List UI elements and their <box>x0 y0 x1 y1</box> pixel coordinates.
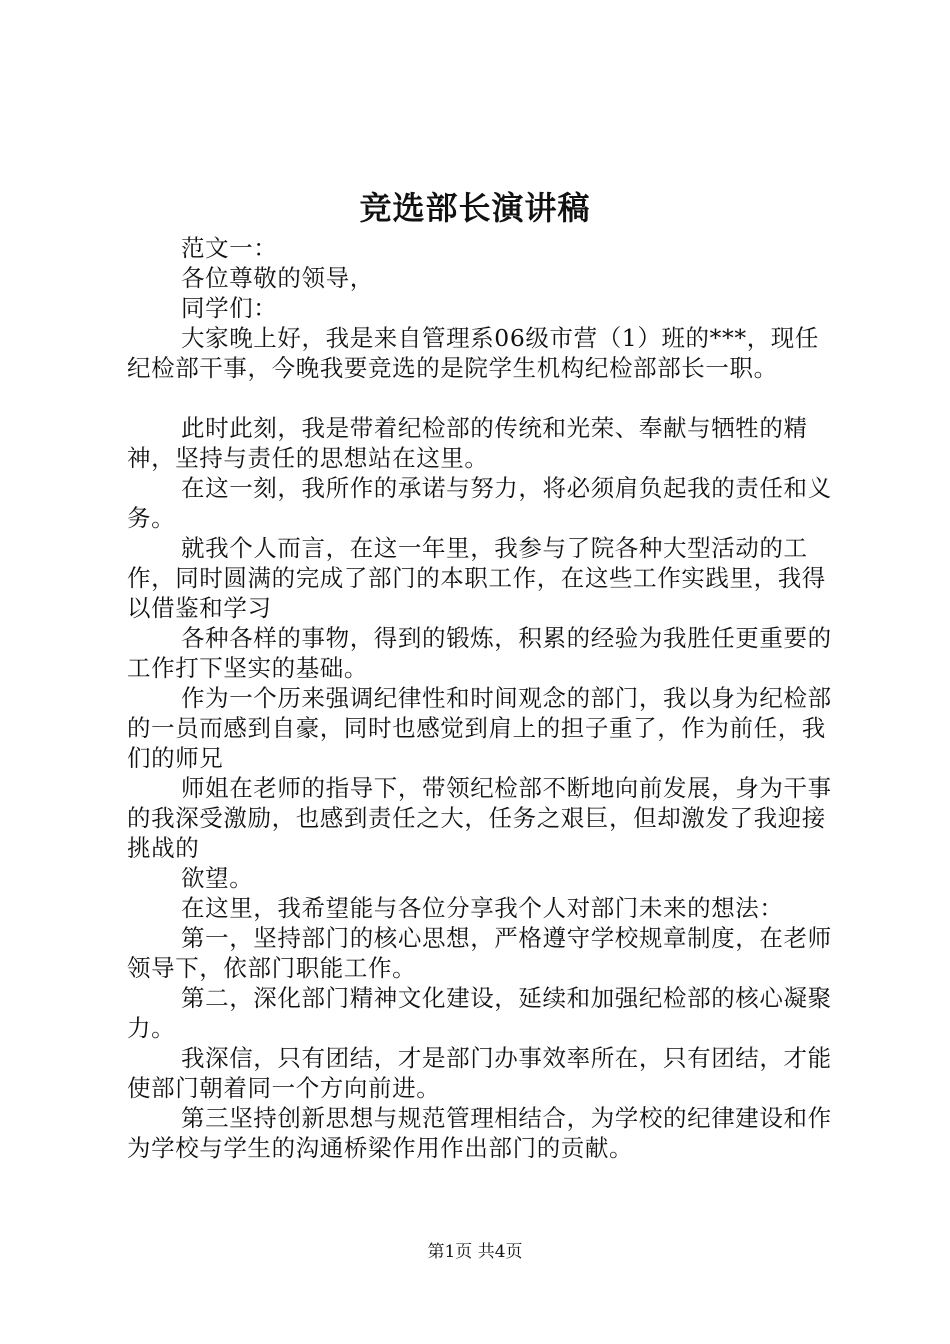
page-number-footer: 第1页 共4页 <box>427 1242 523 1262</box>
paragraph: 范文一： <box>181 234 278 262</box>
paragraph: 大家晚上好，我是来自管理系06级市营（1）班的***，现任纪检部干事，今晚我要竞选的是院学生机构纪检部部长一职。 <box>127 324 820 382</box>
paragraph: 此时此刻，我是带着纪检部的传统和光荣、奉献与牺牲的精神，坚持与责任的思想站在这里。 <box>127 414 808 472</box>
paragraph: 我深信，只有团结，才是部门办事效率所在，只有团结，才能使部门朝着同一个方向前进。 <box>127 1044 832 1102</box>
paragraph: 就我个人而言，在这一年里，我参与了院各种大型活动的工作，同时圆满的完成了部门的本职工作，在这些工作实践里，我得以借鉴和学习 <box>127 534 826 622</box>
paragraph: 第二，深化部门精神文化建设，延续和加强纪检部的核心凝聚力。 <box>127 984 832 1042</box>
paragraph: 在这里，我希望能与各位分享我个人对部门未来的想法： <box>181 894 784 922</box>
paragraph: 第三坚持创新思想与规范管理相结合，为学校的纪律建设和作为学校与学生的沟通桥梁作用作出部门的贡献。 <box>127 1104 832 1162</box>
document-body <box>127 233 833 1163</box>
paragraph: 在这一刻，我所作的承诺与努力，将必须肩负起我的责任和义务。 <box>127 474 832 532</box>
paragraph: 欲望。 <box>181 864 254 892</box>
paragraph: 作为一个历来强调纪律性和时间观念的部门，我以身为纪检部的一员而感到自豪，同时也感觉到肩上的担子重了，作为前任，我们的师兄 <box>127 684 832 772</box>
paragraph: 师姐在老师的指导下，带领纪检部不断地向前发展，身为干事的我深受激励，也感到责任之大，任务之艰巨，但却激发了我迎接挑战的 <box>127 774 832 862</box>
paragraph: 各种各样的事物，得到的锻炼，积累的经验为我胜任更重要的工作打下坚实的基础。 <box>127 624 832 682</box>
paragraph: 第一，坚持部门的核心思想，严格遵守学校规章制度，在老师领导下，依部门职能工作。 <box>127 924 832 982</box>
paragraph: 同学们： <box>181 294 278 322</box>
document-title: 竞选部长演讲稿 <box>359 189 591 227</box>
paragraph: 各位尊敬的领导， <box>181 264 374 292</box>
